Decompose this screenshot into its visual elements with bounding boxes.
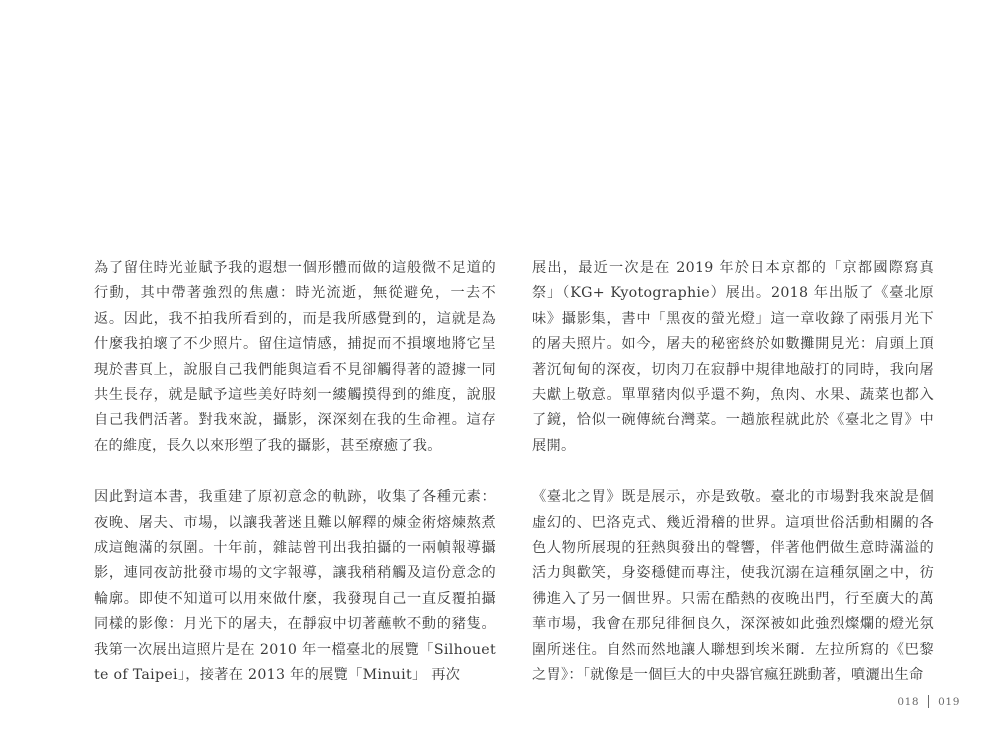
left-paragraph-2: 因此對這本書，我重建了原初意念的軌跡，收集了各種元素：夜晚、屠夫、市場，以讓我著迷且難以解釋的煉金術熔煉熬煮成這飽滿的氛圍。十年前，雜誌曾刊出我拍攝的一兩幀報導攝影，連同夜訪批發市場的文字報導，讓我稍稍觸及這份意念的輪廓。即使不知道可以用來做什麼，我發現自己一直反覆拍攝同樣的影像：月光下的屠夫，在靜寂中切著蘸軟不動的豬隻。我第一次展出這照片是在 2010 年一檔臺北的展覽「Silhouette of Taipei」，接著在 2013 年的展覽「Minuit」 再次 — [94, 489, 496, 684]
right-paragraph-1: 展出，最近一次是在 2019 年於日本京都的「京都國際寫真祭」（KG+ Kyotographie）展出。2018 年出版了《臺北原味》攝影集，書中「黑夜的螢光燈」這一章收錄了兩張月光下的屠夫照片。如今，屠夫的秘密終於如數攤開見光：肩頭上頂著沉甸甸的深夜，切肉刀在寂靜中規律地敲打的同時，我向屠夫獻上敬意。單單豬肉似乎還不夠，魚肉、水果、蔬菜也都入了鏡，恰似一碗傳統台灣菜。一趟旅程就此於《臺北之胃》中展開。 — [532, 260, 934, 454]
page-number-divider — [928, 695, 929, 708]
left-page-body — [94, 256, 496, 689]
right-page-body — [532, 256, 934, 689]
left-page-number: 018 — [897, 695, 920, 708]
right-page-number: 019 — [938, 695, 960, 708]
left-paragraph-1: 為了留住時光並賦予我的遐想一個形體而做的這般微不足道的行動，其中帶著強烈的焦慮：時光流逝，無從避免，一去不返。因此，我不拍我所看到的，而是我所感覺到的，這就是為什麼我拍壞了不少照片。留住這情感，捕捉而不損壞地將它呈現於書頁上，說服自己我們能與這看不見卻觸得著的證據一同共生長存，就是賦予這些美好時刻一縷觸摸得到的維度，說服自己我們活著。對我來說，攝影，深深刻在我的生命裡。這存在的維度，長久以來形塑了我的攝影，甚至療癒了我。 — [94, 260, 496, 454]
right-paragraph-2: 《臺北之胃》既是展示，亦是致敬。臺北的市場對我來說是個虛幻的、巴洛克式、幾近滑稽的世界。這項世俗活動相關的各色人物所展現的狂熱與發出的聲響，伴著他們做生意時滿溢的活力與歡笑，身姿穩健而專注，使我沉溺在這種氛圍之中，彷彿進入了另一個世界。只需在酷熱的夜晚出門，行至廣大的萬華市場，我會在那兒徘徊良久，深深被如此強烈燦爛的燈光氛圍所迷住。自然而然地讓人聯想到埃米爾．左拉所寫的《巴黎之胃》：「就像是一個巨大的中央器官瘋狂跳動著，噴灑出生命 — [532, 489, 934, 684]
page-numbers — [897, 695, 960, 708]
